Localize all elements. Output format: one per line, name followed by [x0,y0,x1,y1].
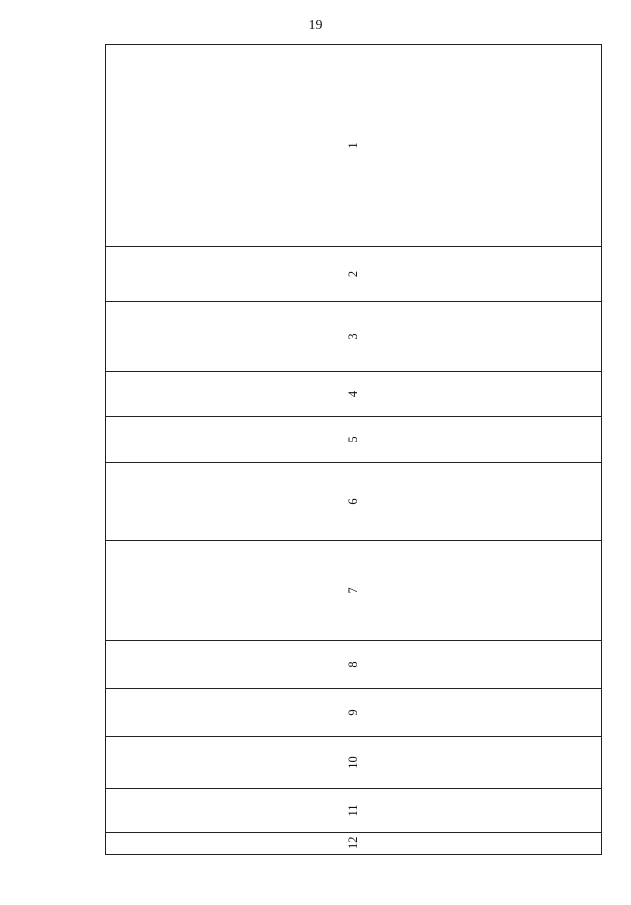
header-cell: 5 [106,417,602,463]
header-cell: 12 [106,833,602,855]
rotated-table-wrapper [105,45,602,855]
indicators-table [105,44,602,855]
header-cell: 10 [106,737,602,789]
header-cell: 6 [106,463,602,541]
table-header-row [106,45,602,855]
header-cell: 2 [106,247,602,302]
header-cell: 9 [106,689,602,737]
header-cell: 1 [106,45,602,247]
header-cell: 7 [106,541,602,641]
header-cell: 8 [106,641,602,689]
header-cell: 11 [106,789,602,833]
header-cell: 4 [106,372,602,417]
page-number: 19 [308,18,323,33]
header-cell: 3 [106,302,602,372]
